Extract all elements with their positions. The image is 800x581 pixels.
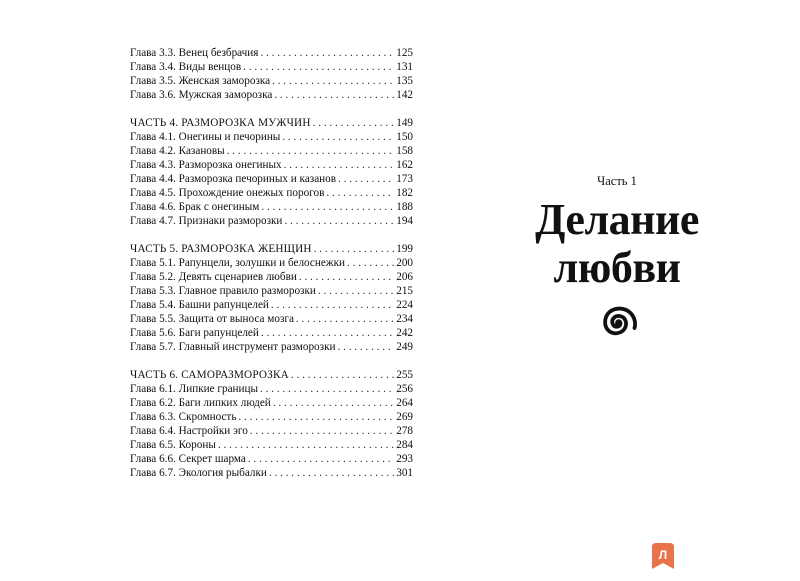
toc-dot-leader [282, 130, 394, 144]
toc-entry-title: Глава 4.5. Прохождение онежых порогов [130, 187, 325, 199]
toc-dot-leader [261, 200, 394, 214]
toc-entry-title: Глава 5.2. Девять сценариев любви [130, 271, 297, 283]
toc-entry-title: Глава 6.7. Экология рыбалки [130, 467, 267, 479]
toc-dot-leader [272, 74, 394, 88]
toc-chapter-row [130, 60, 413, 74]
toc-dot-leader [248, 452, 394, 466]
toc-entry-title: Глава 3.4. Виды венцов [130, 61, 242, 73]
toc-dot-leader [250, 424, 394, 438]
toc-chapter-row [130, 256, 413, 270]
toc-chapter-row [130, 424, 413, 438]
toc-page-number: 125 [396, 47, 413, 59]
toc-dot-leader [347, 256, 394, 270]
toc-page-number: 199 [396, 243, 413, 255]
toc-dot-leader [284, 214, 394, 228]
toc-page-number: 162 [396, 159, 413, 171]
toc-entry-title: Глава 5.5. Защита от выноса мозга [130, 313, 294, 325]
toc-dot-leader [269, 466, 394, 480]
toc-page-number: 264 [396, 397, 413, 409]
toc-page-number: 269 [396, 411, 413, 423]
toc-dot-leader [273, 396, 394, 410]
toc-page-number: 173 [396, 173, 413, 185]
toc-entry-title: Глава 6.2. Баги липких людей [130, 397, 271, 409]
table-of-contents [130, 46, 413, 494]
toc-dot-leader [318, 284, 394, 298]
toc-page-number: 284 [396, 439, 413, 451]
toc-chapter-row [130, 326, 413, 340]
toc-chapter-row [130, 144, 413, 158]
toc-entry-title: Глава 4.1. Онегины и печорины [130, 131, 281, 143]
toc-page-number: 234 [396, 313, 413, 325]
toc-chapter-row [130, 186, 413, 200]
toc-page-number: 242 [396, 327, 413, 339]
toc-page-number: 142 [396, 89, 413, 101]
toc-dot-leader [218, 438, 394, 452]
toc-chapter-row [130, 200, 413, 214]
toc-page-number: 278 [396, 425, 413, 437]
toc-chapter-row [130, 298, 413, 312]
toc-entry-title: Глава 5.7. Главный инструмент разморозки [130, 341, 336, 353]
toc-entry-title: ЧАСТЬ 5. РАЗМОРОЗКА ЖЕНЩИН [130, 243, 312, 255]
toc-entry-title: Глава 4.2. Казановы [130, 145, 225, 157]
toc-dot-leader [227, 144, 395, 158]
toc-dot-leader [314, 242, 395, 256]
part-label: Часть 1 [597, 174, 637, 188]
toc-entry-title: Глава 4.7. Признаки разморозки [130, 215, 283, 227]
toc-chapter-row [130, 74, 413, 88]
toc-chapter-row [130, 452, 413, 466]
toc-entry-title: Глава 5.3. Главное правило разморозки [130, 285, 316, 297]
toc-chapter-row [130, 396, 413, 410]
toc-chapter-row [130, 270, 413, 284]
toc-entry-title: Глава 3.5. Женская заморозка [130, 75, 271, 87]
toc-dot-leader [326, 186, 394, 200]
toc-dot-leader [238, 410, 394, 424]
toc-entry-title: Глава 3.6. Мужская заморозка [130, 89, 273, 101]
toc-page-number: 293 [396, 453, 413, 465]
toc-part-row [130, 242, 413, 256]
litres-logo-icon [652, 543, 674, 569]
toc-entry-title: Глава 4.6. Брак с онегиным [130, 201, 260, 213]
toc-entry-title: Глава 4.4. Разморозка печориных и казанов [130, 173, 337, 185]
toc-page-number: 158 [396, 145, 413, 157]
toc-chapter-row [130, 130, 413, 144]
toc-page-number: 301 [396, 467, 413, 479]
toc-entry-title: Глава 6.6. Секрет шарма [130, 453, 246, 465]
toc-chapter-row [130, 88, 413, 102]
toc-section [130, 242, 413, 354]
toc-page-number: 200 [396, 257, 413, 269]
toc-entry-title: ЧАСТЬ 4. РАЗМОРОЗКА МУЖЧИН [130, 117, 311, 129]
toc-dot-leader [260, 46, 394, 60]
toc-entry-title: Глава 5.1. Рапунцели, золушки и белоснежки [130, 257, 346, 269]
toc-part-row [130, 368, 413, 382]
toc-page-number: 255 [396, 369, 413, 381]
toc-page-number: 206 [396, 271, 413, 283]
toc-entry-title: Глава 6.3. Скромность [130, 411, 237, 423]
toc-section [130, 46, 413, 102]
part-title-line2: любви [553, 243, 681, 292]
part-title-page [470, 0, 800, 581]
toc-chapter-row [130, 382, 413, 396]
toc-entry-title: Глава 3.3. Венец безбрачия [130, 47, 259, 59]
toc-page-number: 194 [396, 215, 413, 227]
toc-entry-title: Глава 4.3. Разморозка онегиных [130, 159, 282, 171]
toc-page-number: 131 [396, 61, 413, 73]
toc-entry-title: Глава 5.6. Баги рапунцелей [130, 327, 259, 339]
part-title [470, 196, 764, 292]
toc-chapter-row [130, 158, 413, 172]
toc-entry-title: Глава 5.4. Башни рапунцелей [130, 299, 269, 311]
toc-dot-leader [271, 298, 394, 312]
toc-entry-title: Глава 6.1. Липкие границы [130, 383, 259, 395]
toc-dot-leader [284, 158, 395, 172]
toc-page-number: 256 [396, 383, 413, 395]
toc-dot-leader [291, 368, 394, 382]
toc-section [130, 116, 413, 228]
toc-chapter-row [130, 172, 413, 186]
toc-dot-leader [274, 88, 394, 102]
toc-chapter-row [130, 284, 413, 298]
spiral-icon [594, 300, 640, 346]
toc-part-row [130, 116, 413, 130]
toc-entry-title: Глава 6.4. Настройки эго [130, 425, 248, 437]
toc-chapter-row [130, 340, 413, 354]
watermark-letter: Л [658, 548, 668, 562]
toc-page-number: 149 [396, 117, 413, 129]
toc-chapter-row [130, 438, 413, 452]
toc-dot-leader [338, 172, 394, 186]
toc-dot-leader [299, 270, 394, 284]
toc-page-number: 135 [396, 75, 413, 87]
part-title-line1: Делание [535, 195, 699, 244]
toc-dot-leader [338, 340, 395, 354]
toc-page-number: 215 [396, 285, 413, 297]
toc-dot-leader [243, 60, 394, 74]
toc-page-number: 224 [396, 299, 413, 311]
toc-dot-leader [261, 326, 394, 340]
toc-chapter-row [130, 46, 413, 60]
toc-page-number: 150 [396, 131, 413, 143]
toc-page-number: 182 [396, 187, 413, 199]
toc-page-number: 249 [396, 341, 413, 353]
toc-entry-title: Глава 6.5. Короны [130, 439, 216, 451]
toc-chapter-row [130, 214, 413, 228]
toc-chapter-row [130, 410, 413, 424]
toc-dot-leader [260, 382, 394, 396]
toc-chapter-row [130, 312, 413, 326]
toc-dot-leader [296, 312, 394, 326]
toc-page-number: 188 [396, 201, 413, 213]
toc-entry-title: ЧАСТЬ 6. САМОРАЗМОРОЗКА [130, 369, 289, 381]
toc-chapter-row [130, 466, 413, 480]
toc-dot-leader [313, 116, 395, 130]
toc-section [130, 368, 413, 480]
